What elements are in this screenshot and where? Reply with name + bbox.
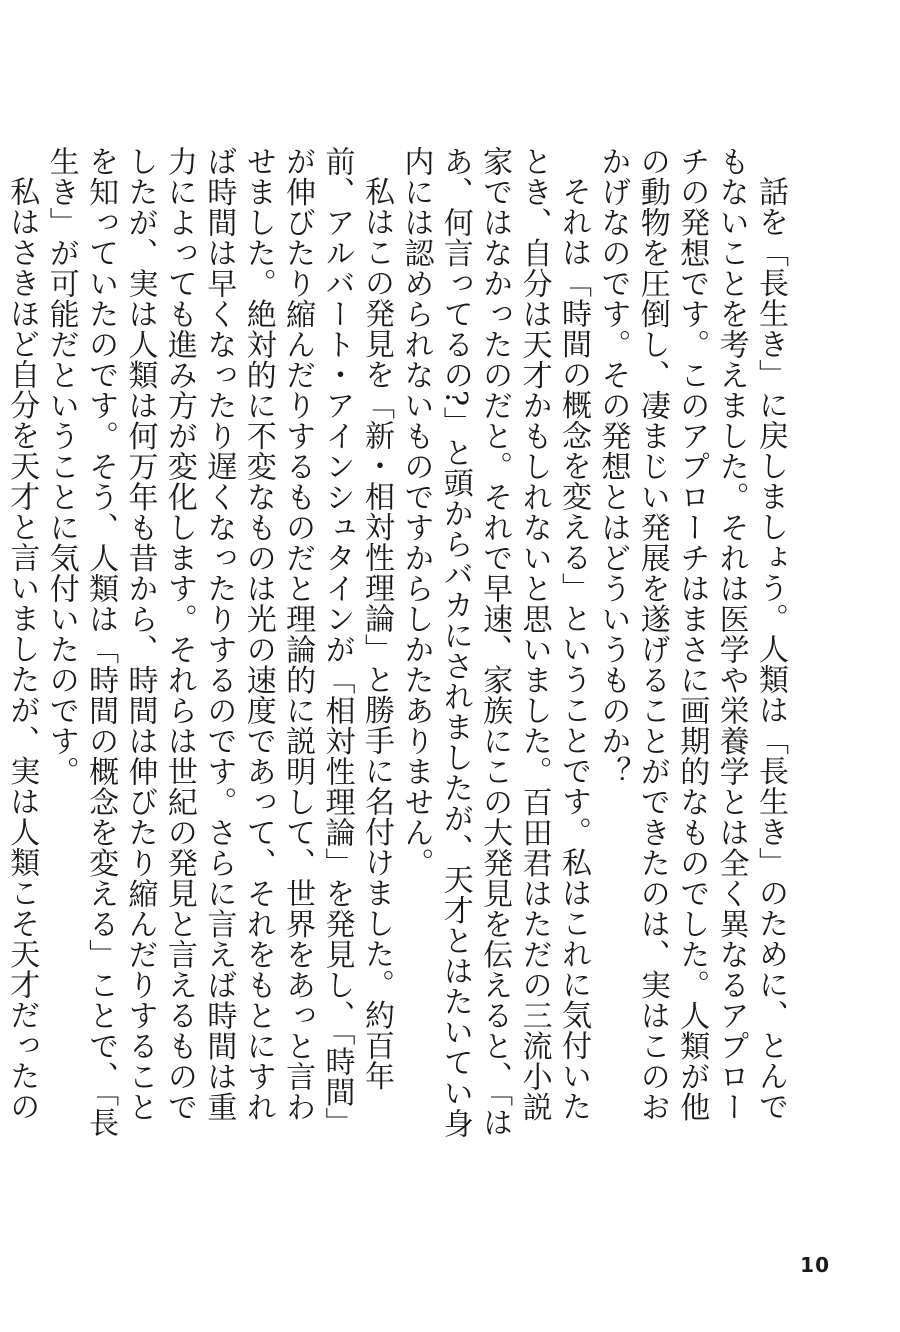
paragraph-2: それは「時間の概念を変える」ということです。私はこれに気付いたとき、自分は天才かもしれないと思いました。百田君はただの三流小説家ではなかったのだと。それで早速、家族にこの大発見を伝えると、「はあ、何言ってるの?」と頭からバカにされましたが、天才とはたいてい身内には認められないものですからしかたありません。 <box>398 146 591 1139</box>
paragraph-1: 話を「長生き」に戻しましょう。人類は「長生き」のために、とんでもないことを考えました。それは医学や栄養学とは全く異なるアプローチの発想です。このアプローチはまさに画期的なものでした。人類が他の動物を圧倒し、凄まじい発展を遂げることができたのは、実はこのおかげなのです。その発想とはどういうものか？ <box>595 146 788 1122</box>
vertical-text-block <box>4 146 790 1146</box>
paragraph-4: 私はさきほど自分を天才と言いましたが、実は人類こそ天才だったの <box>4 176 40 1122</box>
page-number: 10 <box>800 1253 830 1277</box>
paragraph-3: 私はこの発見を「新・相対性理論」と勝手に名付けました。約百年前、アルバート・アインシュタインが「相対性理論」を発見し、「時間」が伸びたり縮んだりするものだと理論的に説明して、世界をあっと言わせました。絶対的に不変なものは光の速度であって、それをもとにすれば時間は早くなったり遅くなったりするのです。さらに言えば時間は重力によっても進み方が変化します。それらは世紀の発見と言えるものでしたが、実は人類は何万年も昔から、時間は伸びたり縮んだりすることを知っていたのです。そう、人類は「時間の概念を変える」ことで、「長生き」が可能だということに気付いたのです。 <box>43 146 394 1138</box>
